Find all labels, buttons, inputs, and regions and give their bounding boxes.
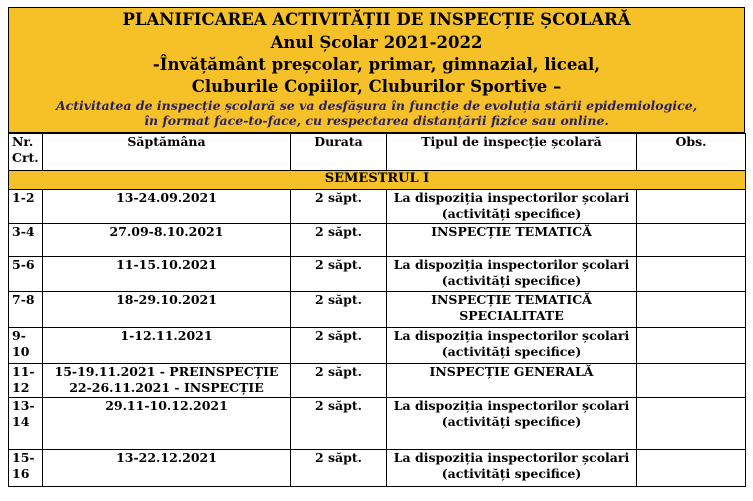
- row-duration: 2 săpt.: [291, 398, 387, 450]
- row-duration: 2 săpt.: [291, 364, 387, 398]
- note-line-1: Activitatea de inspecție școlară se va desfășura în funcție de evoluția stării epidemiologice,: [55, 98, 698, 113]
- table-row: [9, 224, 746, 257]
- row-type: La dispoziția inspectorilor școlari (activități specifice): [387, 257, 637, 292]
- row-nr: 3-4: [9, 224, 43, 257]
- row-type: INSPECȚIE TEMATICĂ: [387, 224, 637, 257]
- title-banner: [8, 7, 745, 133]
- row-nr: 7-8: [9, 292, 43, 328]
- row-type: La dispoziția inspectorilor școlari (activități specifice): [387, 190, 637, 224]
- col-header-week: Săptămâna: [43, 134, 291, 171]
- document-title: PLANIFICAREA ACTIVITĂȚII DE INSPECȚIE ȘCOLARĂ: [122, 10, 631, 29]
- table-row: [9, 257, 746, 292]
- semester-label: SEMESTRUL I: [9, 171, 746, 190]
- table-row: [9, 364, 746, 398]
- row-week: 1-12.11.2021: [43, 328, 291, 364]
- row-obs: [637, 398, 746, 450]
- row-type: INSPECȚIE GENERALĂ: [387, 364, 637, 398]
- row-obs: [637, 257, 746, 292]
- table-row: [9, 328, 746, 364]
- table-row: [9, 450, 746, 487]
- row-week: 11-15.10.2021: [43, 257, 291, 292]
- row-obs: [637, 224, 746, 257]
- row-nr: 13-14: [9, 398, 43, 450]
- levels-line-1: -Învățământ preșcolar, primar, gimnazial, liceal,: [152, 55, 601, 74]
- row-duration: 2 săpt.: [291, 257, 387, 292]
- row-week: 18-29.10.2021: [43, 292, 291, 328]
- col-header-duration: Durata: [291, 134, 387, 171]
- col-header-type: Tipul de inspecție școlară: [387, 134, 637, 171]
- table-row: [9, 292, 746, 328]
- row-type: INSPECȚIE TEMATICĂ SPECIALITATE: [387, 292, 637, 328]
- row-obs: [637, 364, 746, 398]
- row-duration: 2 săpt.: [291, 292, 387, 328]
- row-week: 15-19.11.2021 - PREINSPECȚIE 22-26.11.2021 - INSPECȚIE: [43, 364, 291, 398]
- row-week: 13-22.12.2021: [43, 450, 291, 487]
- table-row: [9, 190, 746, 224]
- inspection-schedule-table: [8, 133, 746, 487]
- row-duration: 2 săpt.: [291, 190, 387, 224]
- levels-line-2: Cluburile Copiilor, Cluburilor Sportive –: [191, 77, 562, 96]
- row-duration: 2 săpt.: [291, 328, 387, 364]
- row-nr: 9-10: [9, 328, 43, 364]
- row-obs: [637, 328, 746, 364]
- row-nr: 15-16: [9, 450, 43, 487]
- col-header-nr: Nr. Crt.: [9, 134, 43, 171]
- row-type: La dispoziția inspectorilor școlari (activități specifice): [387, 328, 637, 364]
- semester-row: [9, 171, 746, 190]
- row-duration: 2 săpt.: [291, 224, 387, 257]
- note-line-2: în format face-to-face, cu respectarea distanțării fizice sau online.: [144, 113, 609, 128]
- school-year: Anul Școlar 2021-2022: [270, 33, 483, 52]
- row-obs: [637, 450, 746, 487]
- table-row: [9, 398, 746, 450]
- col-header-obs: Obs.: [637, 134, 746, 171]
- row-type: La dispoziția inspectorilor școlari (activități specifice): [387, 450, 637, 487]
- row-nr: 11-12: [9, 364, 43, 398]
- row-obs: [637, 292, 746, 328]
- row-nr: 5-6: [9, 257, 43, 292]
- row-obs: [637, 190, 746, 224]
- row-duration: 2 săpt.: [291, 450, 387, 487]
- table-header-row: [9, 134, 746, 171]
- row-week: 29.11-10.12.2021: [43, 398, 291, 450]
- row-type: La dispoziția inspectorilor școlari (activități specifice): [387, 398, 637, 450]
- row-week: 27.09-8.10.2021: [43, 224, 291, 257]
- row-week: 13-24.09.2021: [43, 190, 291, 224]
- row-nr: 1-2: [9, 190, 43, 224]
